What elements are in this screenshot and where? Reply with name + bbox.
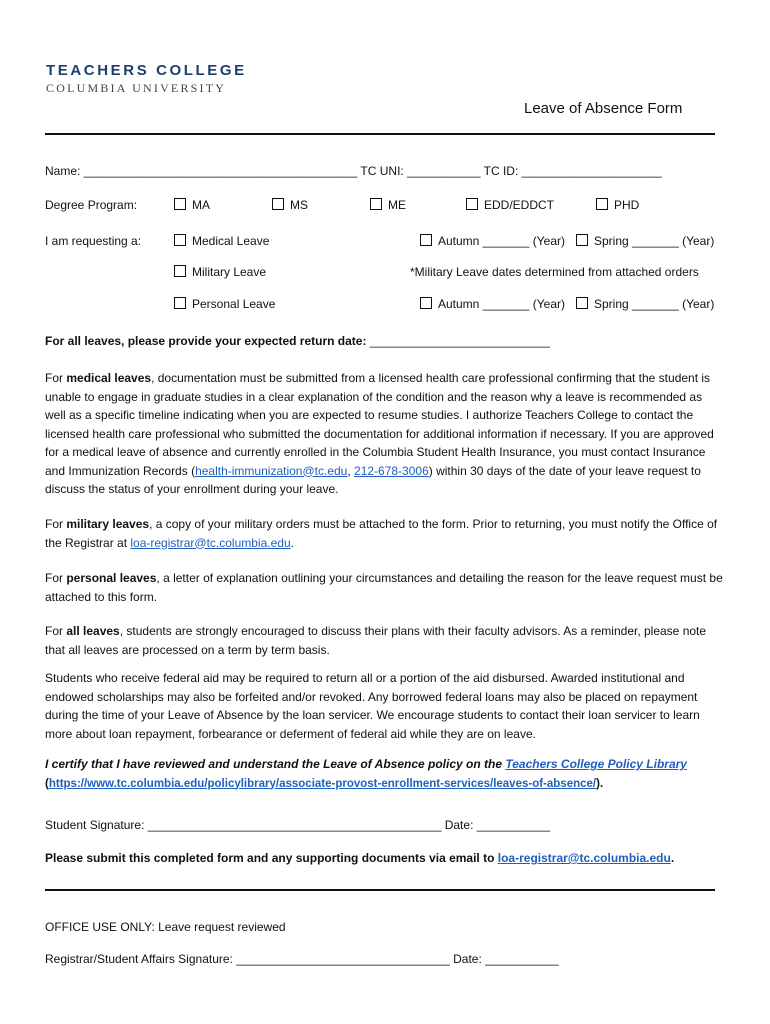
return-date-label: For all leaves, please provide your expected return date: [45,334,367,348]
checkbox-icon[interactable] [466,198,478,210]
autumn-year-personal[interactable]: Autumn _______ (Year) [420,297,565,311]
degree-option-me[interactable]: ME [370,198,406,212]
return-date-row[interactable] [45,334,550,348]
requesting-label: I am requesting a: [45,234,142,248]
return-date-blank[interactable]: ___________________________ [366,334,550,348]
military-leave-paragraph: For military leaves, a copy of your military orders must be attached to the form. Prior to returning, you must notify the Office of the Registrar at loa-registrar@tc.columbia.edu. [45,517,718,550]
military-leave-option[interactable]: Military Leave [174,265,266,279]
name-uni-id-row[interactable]: Name: _________________________________________ TC UNI: ___________ TC ID: _____________________ [45,164,662,178]
checkbox-icon[interactable] [272,198,284,210]
checkbox-icon[interactable] [576,297,588,309]
spring-year-personal[interactable]: Spring _______ (Year) [576,297,714,311]
submit-instructions: Please submit this completed form and any supporting documents via email to loa-registrar@tc.columbia.edu. [45,851,675,865]
military-leave-note: *Military Leave dates determined from attached orders [410,265,699,279]
office-use-label: OFFICE USE ONLY: Leave request reviewed [45,920,286,934]
registrar-email-link[interactable]: loa-registrar@tc.columbia.edu [130,535,291,550]
medical-leave-paragraph: For medical leaves, documentation must be submitted from a licensed health care professional confirming that the student is unable to engage in graduate studies in a clear explanation of the condition and the reason why a leave is recommended as well as a specific timeline indicating when you are expected to resume studies. I authorize Teachers College to contact the licensed health care professional who submitted the documentation for additional information if necessary. If you are approved for a medical leave of absence and currently enrolled in the Columbia Student Health Insurance, you must contact Insurance and Immunization Records (health-immunization@tc.edu, 212-678-3006) within 30 days of the date of your leave request to discuss the status of your enrollment during your leave. [45,371,714,496]
checkbox-icon[interactable] [174,234,186,246]
policy-library-link[interactable]: Teachers College Policy Library [505,757,687,771]
registrar-signature-row[interactable]: Registrar/Student Affairs Signature: ________________________________ Date: ___________ [45,952,559,966]
policy-url-link[interactable]: https://www.tc.columbia.edu/policylibrary/associate-provost-enrollment-services/leaves-of-absence/ [48,777,597,790]
degree-option-phd[interactable]: PHD [596,198,639,212]
autumn-year-medical[interactable]: Autumn _______ (Year) [420,234,565,248]
checkbox-icon[interactable] [174,265,186,277]
office-divider [45,889,715,891]
personal-leave-option[interactable]: Personal Leave [174,297,275,311]
all-leaves-paragraph: For all leaves, students are strongly encouraged to discuss their plans with their faculty advisors. As a reminder, please note that all leaves are processed on a term by term basis. [45,624,707,657]
checkbox-icon[interactable] [576,234,588,246]
logo-teachers-college: TEACHERS COLLEGE [46,62,247,79]
federal-aid-paragraph: Students who receive federal aid may be required to return all or a portion of the aid disbursed. Awarded institutional and endowed scholarships may also be forfeited and/or revoked. Any borrowed federal loans may also be placed on repayment during the time of your Leave of Absence by the loan servicer. We encourage students to contact their loan servicer to learn more about loan repayment, forbearance or deferment of federal aid while they are on leave. [45,671,700,741]
submit-email-link[interactable]: loa-registrar@tc.columbia.edu [497,851,671,865]
personal-leave-paragraph: For personal leaves, a letter of explanation outlining your circumstances and detailing the reason for the leave request must be attached to this form. [45,571,723,604]
degree-option-ma[interactable]: MA [174,198,210,212]
checkbox-icon[interactable] [596,198,608,210]
checkbox-icon[interactable] [420,297,432,309]
certify-statement: I certify that I have reviewed and understand the Leave of Absence policy on the Teachers College Policy Library (https://www.tc.columbia.edu/policylibrary/associate-provost-enrollment-services/leaves-of-absence/). [45,757,687,790]
spring-year-medical[interactable]: Spring _______ (Year) [576,234,714,248]
logo-columbia-university: COLUMBIA UNIVERSITY [46,81,227,95]
checkbox-icon[interactable] [174,198,186,210]
health-phone-link[interactable]: 212-678-3006 [354,463,429,478]
health-immunization-email-link[interactable]: health-immunization@tc.edu [195,463,348,478]
top-divider [45,133,715,135]
degree-option-ms[interactable]: MS [272,198,308,212]
form-title: Leave of Absence Form [524,100,683,117]
degree-program-label: Degree Program: [45,198,138,212]
checkbox-icon[interactable] [174,297,186,309]
checkbox-icon[interactable] [370,198,382,210]
checkbox-icon[interactable] [420,234,432,246]
degree-option-edd[interactable]: EDD/EDDCT [466,198,554,212]
student-signature-row[interactable]: Student Signature: ____________________________________________ Date: ___________ [45,818,551,832]
medical-leave-option[interactable]: Medical Leave [174,234,269,248]
